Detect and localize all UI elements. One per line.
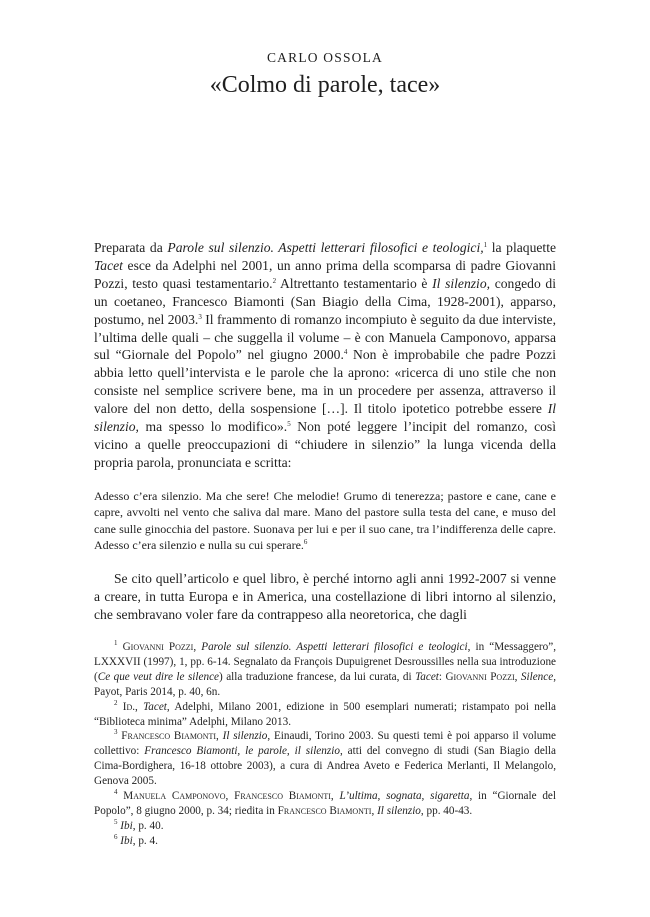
footnote-ref-1[interactable]: 1 [483,241,488,249]
text-run: , [135,700,144,713]
text-run: ) alla traduzione francese, da lui curata, di [219,670,416,683]
chapter-title: «Colmo di parole, tace» [209,72,441,98]
text-run: , pp. 40-43. [420,804,473,817]
running-author: CARLO OSSOLA [266,50,384,65]
text-run: Altrettanto testamentario è [276,275,433,291]
footnote-work: Ibi [120,834,133,847]
footnote-author: Giovanni Pozzi [122,641,194,653]
footnote-author: Id. [122,700,136,713]
text-run: esce da Adelphi nel 2001, un anno prima della scomparsa di padre Giovanni Pozzi, testo quasi testamentario. [94,257,556,291]
text-run: , in “Giornale del Popolo”, 8 giugno 2000, p. 34; riedita in [94,790,557,817]
text-run: , Adelphi, Milano 2001, edizione in 500 esemplari numerati; ristampato poi nella “Biblioteca minima” Adelphi, Milano 2013. [94,700,556,728]
text-run: , [193,641,202,653]
text-run: , Einaudi, Torino 2003. Su questi temi è poi apparso il volume collettivo: [94,730,556,758]
text-run: , p. 40. [132,819,164,832]
text-run: , [216,730,223,743]
quote-text: Adesso c’era silenzio. Ma che sere! Che melodie! Grumo di tenerezza; pastore e cane, cane e capre, avvolti nel vento che saliva dal mare. Mano del pastore sulla testa del cane, e muso del cane sulle ginocchia del pastore. Suonava per lui e per il suo cane, tra l’indifferenza delle capre. Adesso c’era silenzio e nulla su cui sperare. [94,489,556,553]
footnote-work: Parole sul silenzio. Aspetti letterari filosofici e teologici [201,641,468,653]
footnote-work: L’ultima, sognata, sigaretta [339,790,470,803]
footnote-work: Tacet [143,700,167,713]
text-run: , [371,804,378,817]
text-run: , p. 4. [132,834,158,847]
text-run: : [438,670,446,683]
text-run: congedo di un coetaneo, Francesco Biamonti (San Biagio della Cima, 1928-2001), apparso, postumo, nel 2003. [94,275,556,327]
footnote-number: 6 [114,832,118,841]
footnote-4 [94,789,556,819]
footnote-3 [94,729,556,789]
text-run: , Payot, Paris 2014, p. 40, 6n. [94,670,557,698]
text-run: Preparata da [94,240,168,255]
text-run: Parole sul silenzio. Aspetti letterari filosofici e teologici, [167,240,484,255]
footnote-author: Francesco Biamonti [277,804,372,817]
paragraph-1 [94,239,556,472]
text-run: Il silenzio, [432,275,491,291]
footnote-author: Manuela Camponovo, Francesco Biamonti [123,790,331,803]
footnote-work: Ce que veut dire le silence [97,670,220,683]
text-run: Tacet [94,257,123,273]
footnote-work: Tacet [415,670,439,683]
footnote-number: 3 [114,728,118,737]
footnote-2 [94,700,556,730]
block-quote [94,488,556,554]
footnote-work: Francesco Biamonti, le parole, il silenzio [144,745,340,758]
footnote-number: 4 [114,788,118,797]
footnote-ref-3[interactable]: 3 [198,312,202,321]
text-run: Non poté leggere l’incipit del romanzo, così vicino a quelle preoccupazioni di “chiudere in silenzio” la lunga vicenda della propria parola, pronunciata e scritta: [94,419,557,470]
footnote-5 [94,819,556,834]
text-run: Il frammento di romanzo incompiuto è seguito da due interviste, l’ultima delle quali – che suggella il volume – è con Manuela Camponovo, apparsa sul “Giornale del Popolo” nel giugno 2000. [94,311,556,363]
footnote-number: 5 [114,817,118,826]
footnote-number: 2 [114,698,118,707]
text-run: Non è improbabile che padre Pozzi abbia letto quell’intervista e le parole che la aprono: «ricerca di uno stile che non consiste nel semplice scrivere bene, ma in un procedere per assenza, attraverso il valore del non detto, della sospensione […]. Il titolo ipotetico potrebbe essere [94,347,556,417]
footnote-work: Il silenzio [222,730,268,743]
text-run: , [514,670,521,683]
footnote-author: Francesco Biamonti [121,730,217,743]
footnote-ref-6[interactable]: 6 [303,538,308,547]
footnote-work: Silence [520,670,554,683]
text-run: , atti del convegno di studi (San Biagio della Cima-Bordighera, 16-18 ottobre 2003), a cura di Andrea Aveto e Federica Merlanti, Il Melangolo, Genova 2005. [94,745,556,788]
footnote-6 [94,834,556,849]
text-run: ma spesso lo modifico». [138,419,288,435]
footnote-work: Ibi [120,819,133,832]
text-run: la plaquette [487,240,557,255]
text-run: , [330,790,340,803]
paragraph-2: Se cito quell’articolo e quel libro, è perché intorno agli anni 1992-2007 si venne a creare, in tutta Europa e in America, una costellazione di libri intorno al silenzio, che sembravano voler fare da contrappeso alla neoretorica, che dagli [94,571,556,622]
footnote-ref-2[interactable]: 2 [272,276,277,285]
footnote-ref-4[interactable]: 4 [343,348,348,357]
footnote-number: 1 [114,639,118,647]
footnote-work: Il silenzio [377,804,421,817]
text-run: Il silenzio, [94,401,556,435]
footnote-1 [94,640,556,700]
footnotes [94,640,556,849]
text-run: , in “Messaggero”, LXXXVII (1997), 1, pp. 6-14. Segnalato da François Dupuigrenet Desroussilles nella sua introduzione ( [94,641,557,683]
footnote-ref-5[interactable]: 5 [287,420,291,429]
footnote-author: Giovanni Pozzi [445,670,515,683]
